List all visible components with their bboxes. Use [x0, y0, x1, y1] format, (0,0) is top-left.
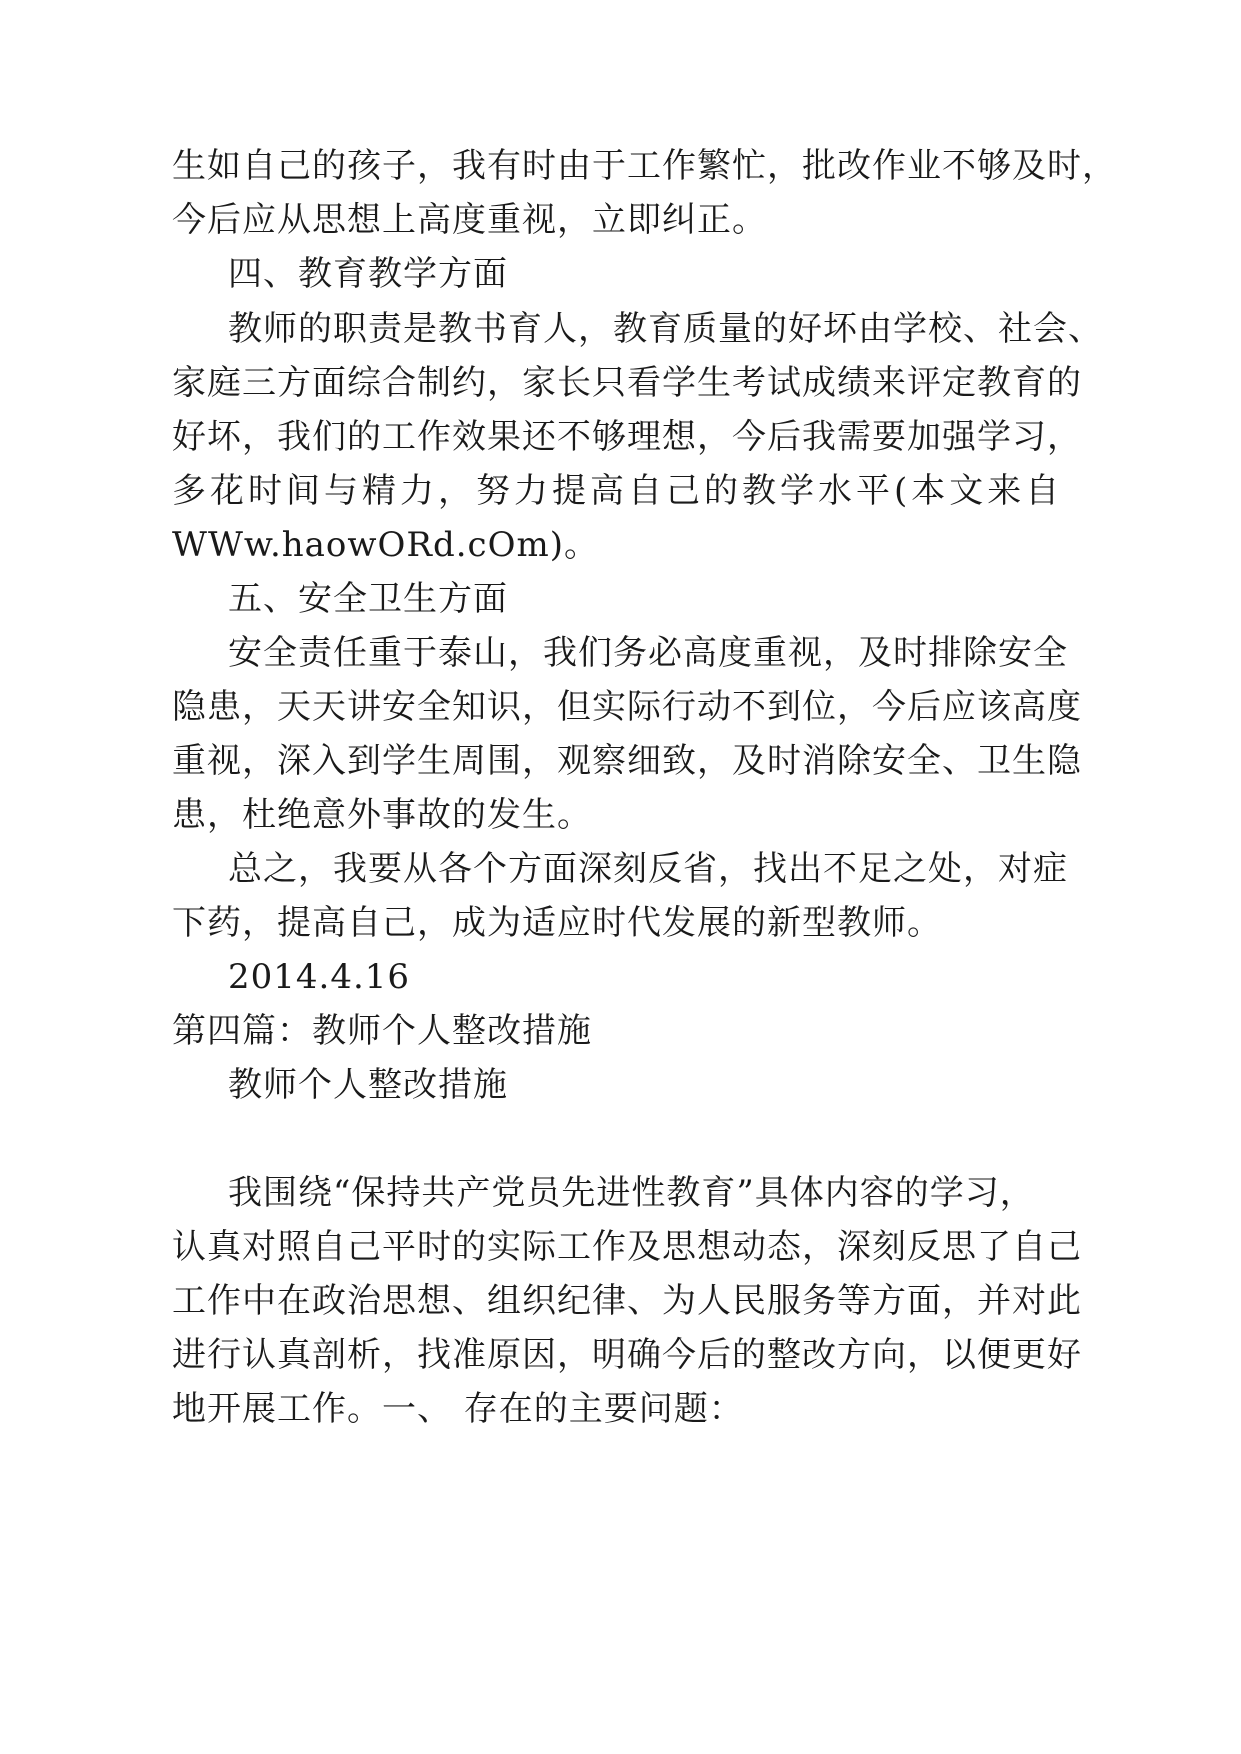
body-text-line: 好坏，我们的工作效果还不够理想，今后我需要加强学习，	[172, 417, 1082, 457]
chapter-title: 第四篇：教师个人整改措施	[172, 1011, 592, 1051]
body-text-line: 认真对照自己平时的实际工作及思想动态，深刻反思了自己	[172, 1227, 1082, 1267]
body-text-line: 下药，提高自己，成为适应时代发展的新型教师。	[172, 903, 942, 943]
body-text-line: 安全责任重于泰山，我们务必高度重视，及时排除安全	[228, 633, 1068, 673]
body-text-line: 今后应从思想上高度重视，立即纠正。	[172, 200, 767, 240]
body-text-line: 我围绕“保持共产党员先进性教育”具体内容的学习，	[228, 1173, 1035, 1213]
body-text-line: 地开展工作。一、 存在的主要问题：	[172, 1389, 744, 1429]
date-line: 2014.4.16	[228, 957, 411, 997]
section-heading: 四、教育教学方面	[228, 254, 508, 294]
body-text-line: 多花时间与精力，努力提高自己的教学水平(本文来自	[172, 471, 1064, 511]
body-text-line: 进行认真剖析，找准原因，明确今后的整改方向，以便更好	[172, 1335, 1082, 1375]
section-heading: 五、安全卫生方面	[228, 579, 508, 619]
body-text-line: 生如自己的孩子，我有时由于工作繁忙，批改作业不够及时，	[172, 146, 1117, 186]
body-text-line: 隐患，天天讲安全知识，但实际行动不到位，今后应该高度	[172, 687, 1082, 727]
body-text-line: 重视，深入到学生周围，观察细致，及时消除安全、卫生隐	[172, 741, 1082, 781]
body-text-line: 工作中在政治思想、组织纪律、为人民服务等方面，并对此	[172, 1281, 1082, 1321]
document-title: 教师个人整改措施	[228, 1065, 508, 1105]
body-text-line: 总之，我要从各个方面深刻反省，找出不足之处，对症	[228, 849, 1068, 889]
body-text-line: 家庭三方面综合制约，家长只看学生考试成绩来评定教育的	[172, 363, 1082, 403]
body-text-line: 教师的职责是教书育人，教育质量的好坏由学校、社会、	[228, 309, 1103, 349]
body-text-line: WWw.haowORd.cOm)。	[172, 525, 599, 565]
body-text-line: 患，杜绝意外事故的发生。	[172, 795, 592, 835]
